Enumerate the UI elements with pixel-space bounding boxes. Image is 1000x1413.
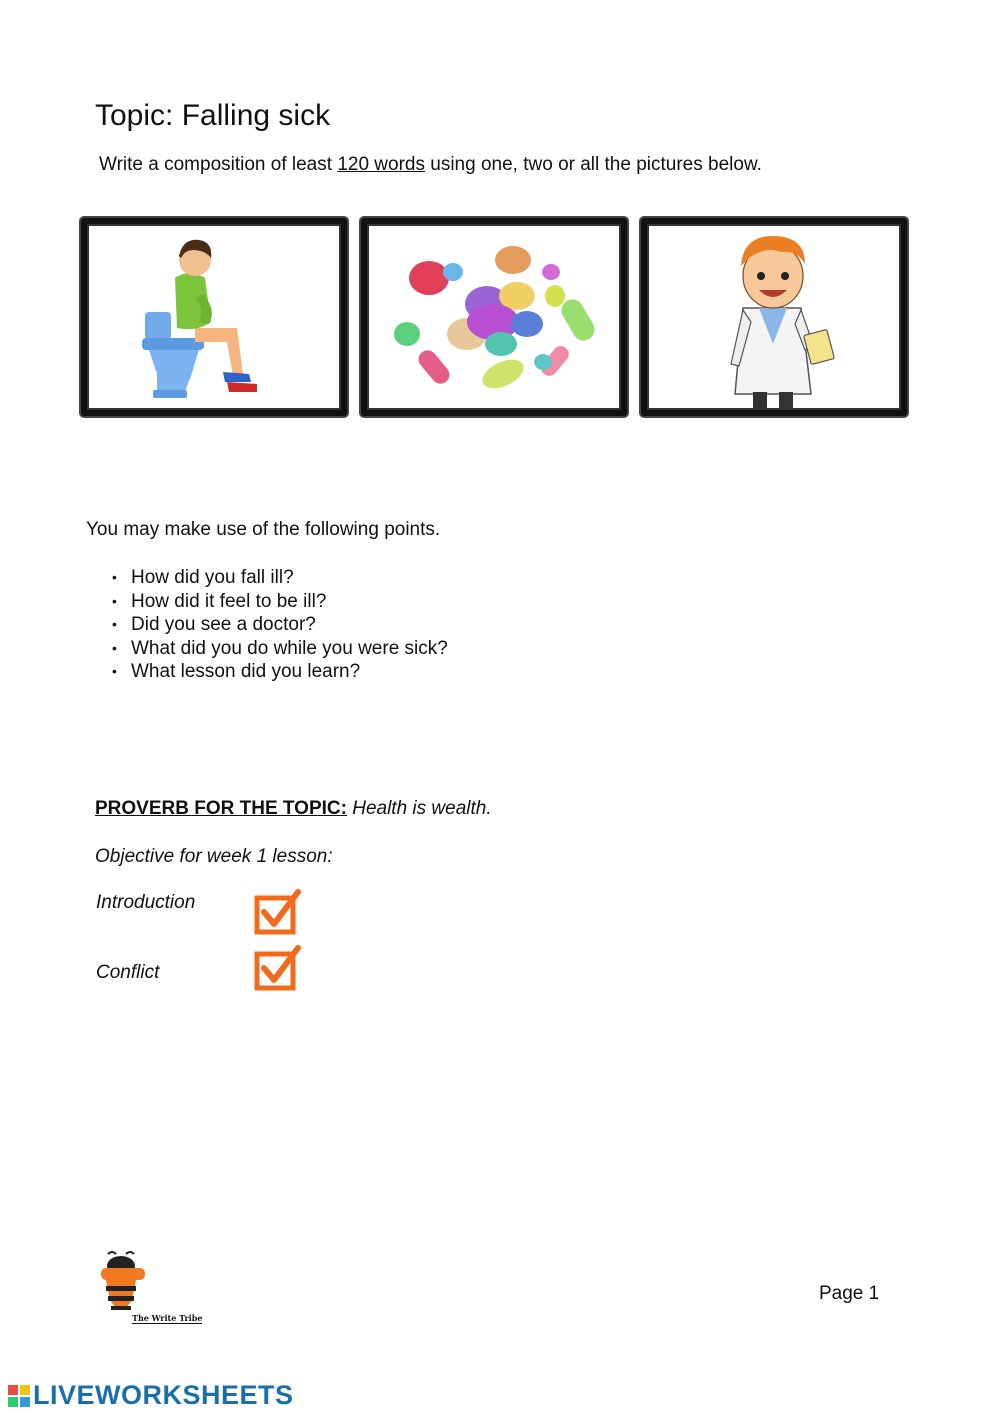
conflict-checkbox[interactable] bbox=[254, 944, 304, 992]
guiding-points-list bbox=[112, 566, 448, 684]
picture-frame-pills bbox=[361, 218, 627, 416]
checked-checkbox-icon bbox=[254, 944, 304, 992]
child-on-toilet-icon bbox=[87, 224, 341, 410]
logo-text: The Write Tribe bbox=[132, 1313, 203, 1323]
write-tribe-logo bbox=[96, 1250, 208, 1328]
list-item: • What did you do while you were sick? bbox=[112, 637, 448, 661]
proverb-label: PROVERB FOR THE TOPIC: bbox=[95, 798, 347, 819]
objective-heading: Objective for week 1 lesson: bbox=[95, 846, 333, 867]
pills-icon bbox=[367, 224, 621, 410]
proverb-text: Health is wealth. bbox=[352, 798, 492, 819]
picture-frame-toilet bbox=[81, 218, 347, 416]
page-title: Topic: Falling sick bbox=[95, 99, 331, 132]
brand-name: LIVEWORKSHEETS bbox=[33, 1380, 294, 1410]
word-count-requirement: 120 words bbox=[337, 154, 425, 175]
instruction-text-before: Write a composition of least bbox=[99, 154, 338, 175]
list-item: • How did it feel to be ill? bbox=[112, 590, 448, 614]
list-item: • What lesson did you learn? bbox=[112, 660, 448, 684]
list-item: • Did you see a doctor? bbox=[112, 613, 448, 637]
liveworksheets-brand[interactable] bbox=[8, 1380, 294, 1410]
list-item: • How did you fall ill? bbox=[112, 566, 448, 590]
points-intro: You may make use of the following points. bbox=[86, 519, 441, 540]
checked-checkbox-icon bbox=[254, 888, 304, 936]
picture-frame-doctor bbox=[641, 218, 907, 416]
proverb bbox=[95, 797, 492, 821]
page-number: Page 1 bbox=[819, 1283, 880, 1304]
objective-item-introduction: Introduction bbox=[96, 892, 196, 913]
introduction-checkbox[interactable] bbox=[254, 888, 304, 936]
objective-item-conflict: Conflict bbox=[96, 962, 160, 983]
composition-instruction bbox=[99, 153, 762, 177]
instruction-text-after: using one, two or all the pictures below. bbox=[424, 154, 762, 175]
liveworksheets-logo-icon bbox=[8, 1385, 30, 1407]
doctor-icon bbox=[647, 224, 901, 410]
